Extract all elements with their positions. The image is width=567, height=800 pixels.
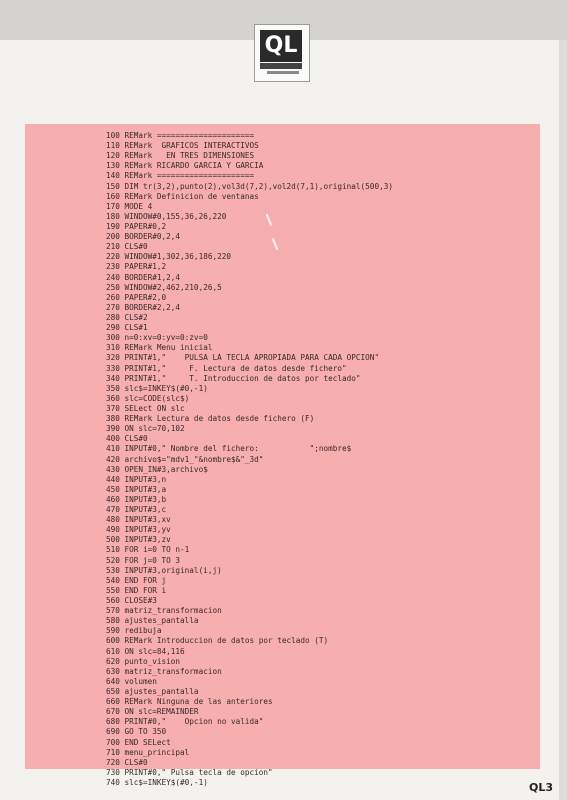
code-line: 120 REMark EN TRES DIMENSIONES: [106, 151, 255, 161]
code-line: 560 CLOSE#3: [106, 596, 157, 606]
logo-strip: [260, 63, 302, 69]
code-line: 230 PAPER#1,2: [106, 262, 167, 272]
code-line: 300 n=0:xv=0:yv=0:zv=0: [106, 333, 208, 343]
code-line: 390 ON slc=70,102: [106, 424, 185, 434]
code-line: 240 BORDER#1,2,4: [106, 272, 181, 282]
code-line: 730 PRINT#0," Pulsa tecla de opcion": [106, 767, 273, 777]
code-line: 470 INPUT#3,c: [106, 505, 167, 515]
code-line: 420 archivo$="mdv1_"&nombre$&"_3d": [106, 454, 264, 464]
code-line: 270 BORDER#2,2,4: [106, 302, 181, 312]
code-line: 170 MODE 4: [106, 201, 153, 211]
code-line: 700 END SELect: [106, 737, 171, 747]
code-line: 350 slc$=INKEY$(#0,-1): [106, 383, 208, 393]
code-line: 260 PAPER#2,0: [106, 292, 167, 302]
code-line: 550 END FOR i: [106, 585, 167, 595]
code-line: 520 FOR j=0 TO 3: [106, 555, 181, 565]
code-line: 100 REMark =====================: [106, 131, 255, 140]
code-line: 340 PRINT#1," T. Introduccion de datos por teclado": [106, 373, 361, 383]
code-line: 660 REMark Ninguna de las anteriores: [106, 697, 273, 707]
code-line: 640 volumen: [106, 676, 157, 686]
code-line: 430 OPEN_IN#3,archivo$: [106, 464, 208, 474]
code-line: 150 DIM tr(3,2),punto(2),vol3d(7,2),vol2d(7,1),original(500,3): [106, 181, 393, 191]
code-line: 590 redibuja: [106, 626, 162, 636]
code-line: 280 CLS#2: [106, 312, 148, 322]
code-line: 490 INPUT#3,yv: [106, 525, 171, 535]
code-line: 580 ajustes_pantalla: [106, 616, 199, 626]
code-line: 360 slc=CODE(slc$): [106, 393, 190, 403]
code-line: 740 slc$=INKEY$(#0,-1): [106, 778, 208, 787]
code-line: 650 ajustes_pantalla: [106, 687, 199, 697]
logo-strip-small: [267, 71, 299, 74]
code-line: 160 REMark Definicion de ventanas: [106, 191, 259, 201]
code-line: 410 INPUT#0," Nombre del fichero: ";nombre$: [106, 444, 352, 454]
code-line: 180 WINDOW#0,155,36,26,220: [106, 211, 227, 221]
code-line: 290 CLS#1: [106, 323, 148, 333]
code-line: 370 SELect ON slc: [106, 403, 185, 413]
code-line: 450 INPUT#3,a: [106, 484, 167, 494]
code-line: 720 CLS#0: [106, 757, 148, 767]
code-line: 210 CLS#0: [106, 242, 148, 252]
code-line: 670 ON slc=REMAINDER: [106, 707, 199, 717]
code-line: 200 BORDER#0,2,4: [106, 232, 181, 242]
right-gray-band: [559, 40, 567, 800]
code-line: 310 REMark Menu inicial: [106, 343, 213, 353]
code-line: 500 INPUT#3,zv: [106, 535, 171, 545]
program-listing: [106, 131, 526, 788]
code-line: 600 REMark Introduccion de datos por teclado (T): [106, 636, 329, 646]
logo-mark: QL: [260, 30, 302, 62]
code-line: 570 matriz_transformacion: [106, 606, 222, 616]
code-line: 610 ON slc=84,116: [106, 646, 185, 656]
code-line: 480 INPUT#3,xv: [106, 515, 171, 525]
code-line: 440 INPUT#3,n: [106, 474, 167, 484]
code-line: 540 END FOR j: [106, 575, 167, 585]
code-line: 320 PRINT#1," PULSA LA TECLA APROPIADA PARA CADA OPCION": [106, 353, 380, 363]
code-line: 130 REMark RICARDO GARCIA Y GARCIA: [106, 161, 264, 171]
code-line: 620 punto_vision: [106, 656, 181, 666]
code-line: 630 matriz_transformacion: [106, 666, 222, 676]
code-line: 460 INPUT#3,b: [106, 494, 167, 504]
code-line: 190 PAPER#0,2: [106, 221, 167, 231]
page-number: QL3: [528, 781, 553, 794]
code-line: 250 WINDOW#2,462,210,26,5: [106, 282, 222, 292]
code-line: 140 REMark =====================: [106, 171, 255, 181]
code-line: 680 PRINT#0," Opcion no valida": [106, 717, 264, 727]
code-line: 690 GO TO 350: [106, 727, 167, 737]
code-line: 380 REMark Lectura de datos desde fichero (F): [106, 414, 315, 424]
code-line: 400 CLS#0: [106, 434, 148, 444]
ql-logo: [254, 24, 310, 82]
code-line: 330 PRINT#1," F. Lectura de datos desde fichero": [106, 363, 347, 373]
code-line: 220 WINDOW#1,302,36,186,220: [106, 252, 231, 262]
code-line: 510 FOR i=0 TO n-1: [106, 545, 190, 555]
code-line: 710 menu_principal: [106, 747, 190, 757]
code-line: 110 REMark GRAFICOS INTERACTIVOS: [106, 141, 259, 151]
code-line: 530 INPUT#3,original(i,j): [106, 565, 222, 575]
